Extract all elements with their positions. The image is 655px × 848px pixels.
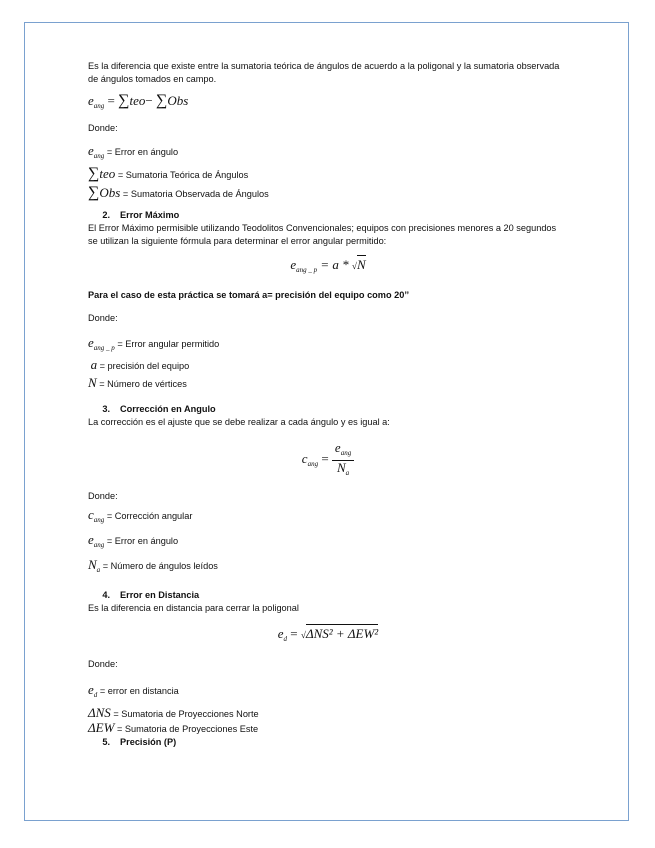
def-text: = Sumatoria Observada de Ángulos [120, 189, 269, 199]
donde-label: Donde: [88, 313, 118, 323]
formula-radicand: N [356, 257, 366, 272]
donde-label: Donde: [88, 491, 118, 501]
formula-error-angular [88, 94, 568, 113]
def-text: = Error en ángulo [104, 147, 179, 157]
sqrt-symbol: √ [300, 630, 306, 640]
def-subscript: ang _ p [93, 344, 115, 352]
definition-item [88, 336, 568, 355]
section-3-paragraph: La corrección es el ajuste que se debe realizar a cada ángulo y es igual a: [88, 417, 390, 427]
def-subscript: ang [93, 541, 105, 549]
intro-paragraph: Es la diferencia que existe entre la sumatoria teórica de ángulos de acuerdo a la poligonal y la sumatoria observada de ángulos tomados en campo. [88, 61, 560, 84]
formula-symbol: c [301, 450, 308, 466]
formula-subscript: ang [340, 449, 352, 457]
donde-label: Donde: [88, 659, 118, 669]
def-symbol: e [88, 532, 94, 547]
def-text: = Sumatoria de Proyecciones Este [114, 724, 259, 734]
note-bold: Para el caso de esta práctica se tomará a= precisión del equipo como 20’’ [88, 290, 410, 300]
def-symbol: ΔEW [88, 720, 115, 735]
def-subscript: ang [93, 152, 105, 160]
sum-symbol: ∑ [88, 165, 100, 182]
donde-label: Donde: [88, 123, 118, 133]
formula-symbol: e [290, 257, 297, 272]
definition-item [88, 558, 568, 577]
def-subscript: ang [93, 516, 105, 524]
section-title: Error en Distancia [120, 590, 200, 600]
formula-equals: = [287, 626, 301, 641]
formula-subscript: ang [93, 102, 105, 110]
fraction-numerator [332, 441, 354, 461]
section-number: 2. [102, 210, 110, 220]
def-text: = Corrección angular [104, 511, 193, 521]
def-text: = Sumatoria de Proyecciones Norte [110, 709, 259, 719]
fraction-denominator [332, 461, 354, 480]
formula-equals: = [318, 450, 332, 466]
def-subscript: d [93, 691, 98, 699]
formula-error-distancia [88, 627, 568, 646]
def-symbol: a [90, 357, 98, 372]
formula-subscript: a [345, 469, 350, 477]
definition-item [88, 186, 568, 201]
def-text: = Número de vértices [96, 379, 187, 389]
formula-subscript: d [283, 635, 288, 643]
formula-term: teo [129, 93, 146, 108]
def-text: = Sumatoria Teórica de Ángulos [115, 170, 249, 180]
def-symbol: N [88, 557, 97, 572]
formula-symbol: N [336, 460, 346, 475]
formula-term: Obs [167, 93, 189, 108]
formula-term: = a * [317, 257, 352, 272]
formula-error-permitido [88, 258, 568, 277]
sum-symbol: ∑ [156, 92, 168, 109]
section-number: 4. [102, 590, 110, 600]
definition-item [88, 167, 568, 182]
section-4-paragraph: Es la diferencia en distancia para cerrar la poligonal [88, 603, 299, 613]
formula-symbol: e [277, 626, 284, 641]
definitions-4 [88, 683, 568, 736]
def-text: = Número de ángulos leídos [100, 561, 218, 571]
def-symbol: ΔNS [88, 705, 111, 720]
def-symbol: e [88, 682, 94, 697]
definition-item [88, 533, 568, 552]
definition-item [88, 721, 568, 736]
section-heading-3 [88, 403, 568, 416]
def-symbol: teo [99, 166, 116, 181]
formula-minus: − [145, 93, 157, 108]
def-text: = error en distancia [97, 686, 179, 696]
section-number: 3. [102, 404, 110, 414]
def-symbol: e [88, 143, 94, 158]
def-text: = Error angular permitido [114, 339, 220, 349]
formula-correccion [88, 441, 568, 480]
formula-subscript: ang _ p [296, 266, 318, 274]
section-heading-2 [88, 209, 568, 222]
formula-symbol: e [334, 440, 341, 455]
section-title: Error Máximo [120, 210, 180, 220]
definition-item [88, 144, 568, 163]
def-subscript: a [96, 566, 101, 574]
formula-symbol: e [88, 93, 94, 108]
def-symbol: c [88, 507, 94, 522]
sum-symbol: ∑ [118, 92, 130, 109]
fraction [332, 441, 354, 480]
def-symbol: N [88, 375, 97, 390]
def-symbol: Obs [99, 185, 121, 200]
formula-equals: = [104, 93, 119, 108]
definitions-2 [88, 336, 568, 391]
definition-item [88, 508, 568, 527]
definition-item [88, 376, 568, 391]
definition-item [88, 706, 568, 721]
def-text: = Error en ángulo [104, 536, 179, 546]
def-symbol: e [88, 335, 94, 350]
sum-symbol: ∑ [88, 184, 100, 201]
formula-radicand: ΔNS² + ΔEW² [305, 626, 379, 641]
definitions-1 [88, 144, 568, 201]
definitions-3 [88, 508, 568, 577]
sqrt-symbol: √ [351, 261, 357, 271]
definition-item [88, 683, 568, 702]
def-text: = precisión del equipo [97, 361, 190, 371]
section-title: Corrección en Angulo [120, 404, 216, 414]
section-number: 5. [102, 737, 110, 747]
definition-item [88, 358, 568, 373]
section-heading-5 [88, 736, 568, 749]
section-title: Precisión (P) [120, 737, 177, 747]
section-2-paragraph: El Error Máximo permisible utilizando Teodolitos Convencionales; equipos con precisiones menores a 20 segundos se utilizan la siguiente fórmula para determinar el error angular permitido: [88, 223, 557, 246]
document-body [88, 60, 568, 749]
section-heading-4 [88, 589, 568, 602]
formula-subscript: ang [307, 459, 319, 468]
